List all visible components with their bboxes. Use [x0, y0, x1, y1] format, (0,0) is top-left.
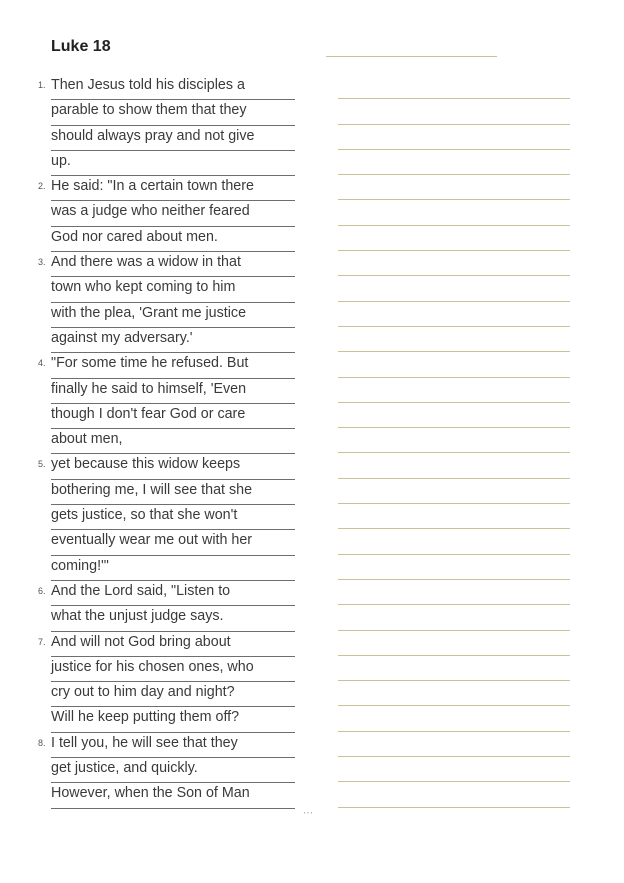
- verse-line: [38, 125, 298, 150]
- verse-line: [38, 479, 298, 504]
- verse-text: cry out to him day and night?: [51, 681, 295, 707]
- blank-writing-line[interactable]: [338, 529, 570, 554]
- verse-number: 8.: [38, 737, 46, 748]
- page-title: Luke 18: [51, 38, 111, 55]
- blank-writing-line[interactable]: [338, 125, 570, 150]
- verse-line: [38, 681, 298, 706]
- verse-text: He said: "In a certain town there: [51, 175, 295, 201]
- verse-text: Then Jesus told his disciples a: [51, 74, 295, 100]
- verse-line: [38, 251, 298, 276]
- verse-line: [38, 529, 298, 554]
- blank-writing-line[interactable]: [338, 631, 570, 656]
- verse-text: justice for his chosen ones, who: [51, 656, 295, 682]
- verse-line: [38, 453, 298, 478]
- blank-writing-line[interactable]: [338, 150, 570, 175]
- verse-text: was a judge who neither feared: [51, 200, 295, 226]
- verse-text: though I don't fear God or care: [51, 403, 295, 429]
- page-number-mark: ' ' ': [304, 812, 312, 819]
- blank-writing-line[interactable]: [338, 352, 570, 377]
- verse-line: [38, 555, 298, 580]
- verse-text: yet because this widow keeps: [51, 453, 295, 479]
- blank-writing-line[interactable]: [338, 732, 570, 757]
- verse-text: town who kept coming to him: [51, 276, 295, 302]
- verse-number: 1.: [38, 80, 46, 90]
- blank-writing-line[interactable]: [338, 226, 570, 251]
- blank-writing-line[interactable]: [338, 504, 570, 529]
- verse-line: [38, 757, 298, 782]
- verse-line: [38, 150, 298, 175]
- blank-writing-line[interactable]: [338, 479, 570, 504]
- verse-text: up.: [51, 150, 295, 176]
- verse-text: "For some time he refused. But: [51, 352, 295, 378]
- blank-writing-line[interactable]: [338, 99, 570, 124]
- scripture-text-column: [38, 74, 298, 808]
- verse-line: [38, 378, 298, 403]
- verse-text: gets justice, so that she won't: [51, 504, 295, 530]
- verse-line: [38, 428, 298, 453]
- handwriting-practice-column[interactable]: [338, 74, 570, 808]
- blank-writing-line[interactable]: [338, 200, 570, 225]
- verse-line: [38, 99, 298, 124]
- verse-text: God nor cared about men.: [51, 226, 295, 252]
- verse-line: [38, 580, 298, 605]
- verse-text: get justice, and quickly.: [51, 757, 295, 783]
- verse-number: 4.: [38, 358, 46, 369]
- title-writing-line: [326, 56, 497, 57]
- blank-writing-line[interactable]: [338, 605, 570, 630]
- verse-text: However, when the Son of Man: [51, 782, 295, 808]
- blank-writing-line[interactable]: [338, 453, 570, 478]
- verse-line: [38, 631, 298, 656]
- verse-text: coming!'": [51, 555, 295, 581]
- verse-number: 6.: [38, 585, 46, 596]
- verse-text: with the plea, 'Grant me justice: [51, 302, 295, 328]
- verse-line: [38, 352, 298, 377]
- blank-writing-line[interactable]: [338, 378, 570, 403]
- verse-number: 3.: [38, 257, 46, 268]
- verse-line: [38, 226, 298, 251]
- verse-line: [38, 74, 298, 99]
- verse-text: I tell you, he will see that they: [51, 732, 295, 758]
- verse-line: [38, 605, 298, 630]
- verse-line: [38, 403, 298, 428]
- verse-text: parable to show them that they: [51, 99, 295, 125]
- verse-line: [38, 302, 298, 327]
- blank-writing-line[interactable]: [338, 175, 570, 200]
- verse-number: 5.: [38, 459, 46, 470]
- blank-writing-line[interactable]: [338, 580, 570, 605]
- blank-writing-line[interactable]: [338, 251, 570, 276]
- verse-text: finally he said to himself, 'Even: [51, 378, 295, 404]
- blank-writing-line[interactable]: [338, 276, 570, 301]
- blank-writing-line[interactable]: [338, 327, 570, 352]
- verse-line: [38, 276, 298, 301]
- verse-line: [38, 200, 298, 225]
- verse-line: [38, 175, 298, 200]
- blank-writing-line[interactable]: [338, 757, 570, 782]
- verse-line: [38, 706, 298, 731]
- verse-text: And there was a widow in that: [51, 251, 295, 277]
- verse-line: [38, 732, 298, 757]
- verse-text: Will he keep putting them off?: [51, 706, 295, 732]
- verse-text: should always pray and not give: [51, 125, 295, 151]
- blank-writing-line[interactable]: [338, 555, 570, 580]
- verse-line: [38, 782, 298, 807]
- verse-text: And will not God bring about: [51, 631, 295, 657]
- blank-writing-line[interactable]: [338, 302, 570, 327]
- blank-writing-line[interactable]: [338, 74, 570, 99]
- verse-number: 7.: [38, 636, 46, 647]
- verse-text: bothering me, I will see that she: [51, 479, 295, 505]
- verse-text: against my adversary.': [51, 327, 295, 353]
- blank-writing-line[interactable]: [338, 428, 570, 453]
- blank-writing-line[interactable]: [338, 403, 570, 428]
- blank-writing-line[interactable]: [338, 681, 570, 706]
- verse-line: [38, 504, 298, 529]
- verse-text: what the unjust judge says.: [51, 605, 295, 631]
- verse-text: And the Lord said, "Listen to: [51, 580, 295, 606]
- blank-writing-line[interactable]: [338, 706, 570, 731]
- blank-writing-line[interactable]: [338, 782, 570, 807]
- blank-writing-line[interactable]: [338, 656, 570, 681]
- verse-line: [38, 656, 298, 681]
- verse-line: [38, 327, 298, 352]
- verse-text: about men,: [51, 428, 295, 454]
- verse-text: eventually wear me out with her: [51, 529, 295, 555]
- verse-number: 2.: [38, 181, 46, 192]
